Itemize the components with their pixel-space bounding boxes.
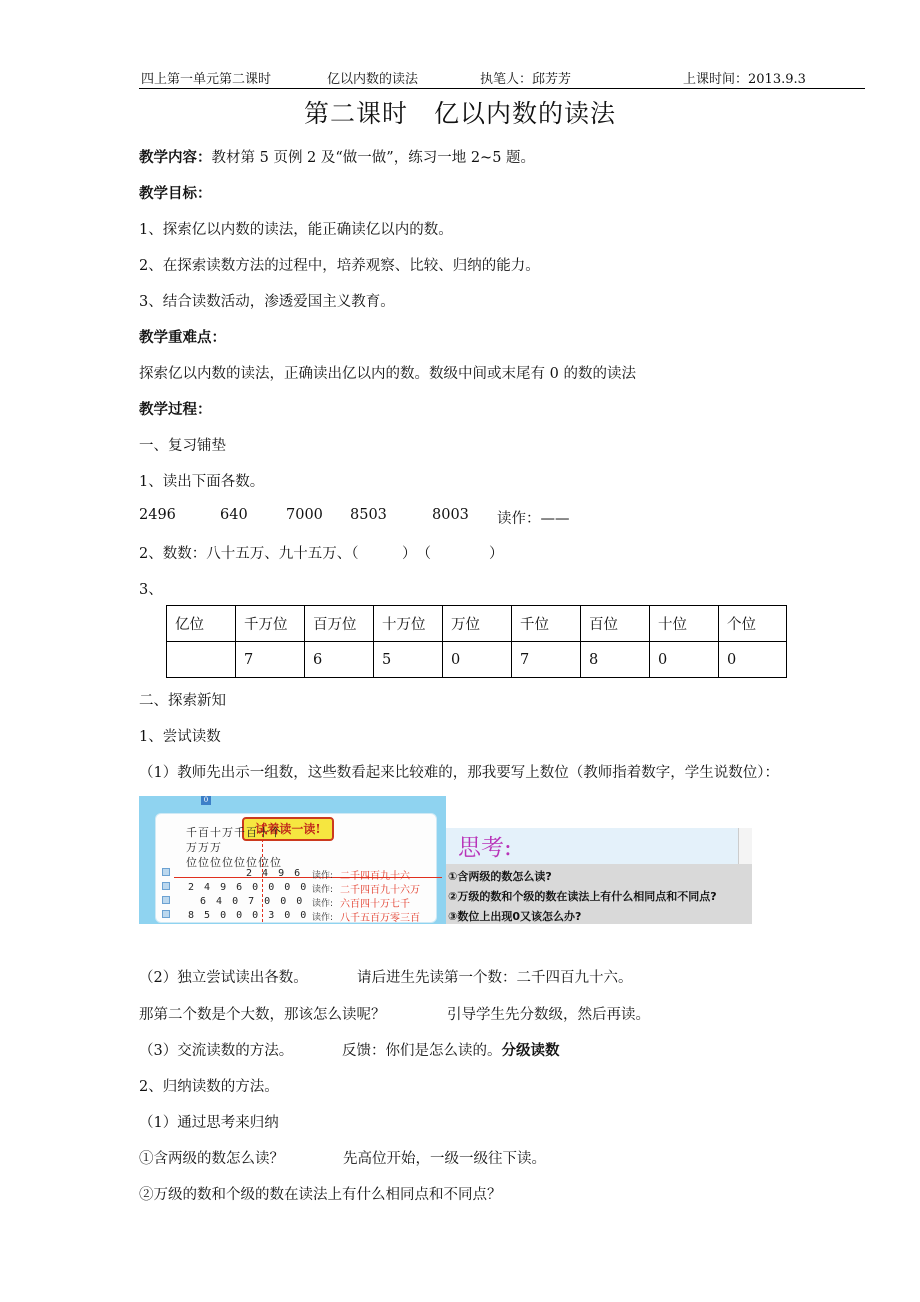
slide-read-label: 读作: <box>312 899 334 909</box>
read-as: 读作：—— <box>497 511 570 527</box>
table-value-row <box>167 642 787 678</box>
explore-step-3b: 反馈：你们是怎么读的。 <box>342 1043 502 1059</box>
slide-board <box>155 813 437 923</box>
explore-step-3 <box>342 1039 560 1060</box>
place-value-table <box>166 605 787 678</box>
table-header-row <box>167 606 787 642</box>
slide-place-row-1: 千百十万千百十个 <box>186 826 282 839</box>
slide-think <box>446 828 752 924</box>
table-value-cell: 0 <box>719 642 787 678</box>
explore-step-2a: （2）独立尝试读出各数。 <box>139 970 308 986</box>
number-8003: 8003 <box>432 507 469 523</box>
header-author: 执笔人：邱芳芳 <box>480 72 572 87</box>
slide-place-row-2: 万万万 <box>186 841 222 854</box>
explore-line-2b: 引导学生先分数级，然后再读。 <box>447 1007 650 1023</box>
section-review: 一、复习铺垫 <box>139 438 226 454</box>
number-8503: 8503 <box>350 507 387 523</box>
table-header-cell: 十万位 <box>374 606 443 642</box>
header-unit: 四上第一单元第二课时 <box>141 72 272 87</box>
number-640: 640 <box>220 507 248 523</box>
slide-think-header <box>446 828 738 864</box>
content-label: 教学内容： <box>139 149 212 166</box>
table-value-cell: 7 <box>512 642 581 678</box>
header-topic: 亿以内数的读法 <box>327 72 419 87</box>
slide-banner: 试着读一读! <box>242 817 334 841</box>
table-header-cell: 十位 <box>650 606 719 642</box>
table-value-cell: 5 <box>374 642 443 678</box>
slide-think-title: 思考: <box>458 835 512 861</box>
explore-step-1: （1）教师先出示一组数，这些数看起来比较难的，那我要写上数位（教师指着数字，学生说数位）： <box>139 765 779 781</box>
question-2: ②万级的数和个级的数在读法上有什么相同点和不同点？ <box>139 1187 502 1203</box>
slide-digits-row: 8 5 0 0 0 3 0 0 <box>188 910 309 921</box>
section-explore: 二、探索新知 <box>139 693 226 709</box>
slide-marker: 0 <box>201 796 211 805</box>
review-item-2: 2、数数：八十五万、九十五万、（ ） （ ） <box>139 546 504 562</box>
header-date: 上课时间：2013.9.3 <box>683 72 806 87</box>
table-header-cell: 个位 <box>719 606 787 642</box>
slide-reading: 二千四百九十六万 <box>340 885 420 896</box>
keypoints-text: 探索亿以内数的读法，正确读出亿以内的数。数级中间或末尾有 0 的数的读法 <box>139 366 636 382</box>
explore-line-2a: 那第二个数是个大数，那该怎么读呢？ <box>139 1007 386 1023</box>
slide-bullet-icon <box>162 896 170 904</box>
page-title: 第二课时 亿以内数的读法 <box>303 99 616 128</box>
slide-reading: 二千四百九十六 <box>340 871 410 882</box>
content-line <box>139 146 535 167</box>
keypoints-label: 教学重难点： <box>139 329 226 346</box>
slide-bullet-icon <box>162 882 170 890</box>
slide-read-label: 读作: <box>312 885 334 895</box>
slide-bullet-icon <box>162 868 170 876</box>
goals-label: 教学目标： <box>139 185 212 202</box>
slide-question-3: ③数位上出现0又该怎么办? <box>448 910 582 923</box>
header-divider <box>139 88 865 89</box>
slide-place-row-3: 位位位位位位位位 <box>186 856 282 869</box>
goal-item-3: 3、结合读数活动，渗透爱国主义教育。 <box>139 294 395 310</box>
explore-sub-1: （1）通过思考来归纳 <box>139 1115 279 1131</box>
table-header-cell: 千万位 <box>236 606 305 642</box>
slide-digits-row: 6 4 0 7 0 0 0 <box>200 896 305 907</box>
table-header-cell: 万位 <box>443 606 512 642</box>
table-header-cell: 千位 <box>512 606 581 642</box>
explore-step-2b: 请后进生先读第一个数：二千四百九十六。 <box>357 970 633 986</box>
goal-item-2: 2、在探索读数方法的过程中，培养观察、比较、归纳的能力。 <box>139 258 540 274</box>
slide-digits-row: 2 4 9 6 <box>246 868 303 879</box>
table-value-cell: 6 <box>305 642 374 678</box>
slide-digits-row: 2 4 9 6 0 0 0 0 <box>188 882 309 893</box>
table-header-cell: 百万位 <box>305 606 374 642</box>
explore-step-3a: （3）交流读数的方法。 <box>139 1043 294 1059</box>
slide-question-2: ②万级的数和个级的数在读法上有什么相同点和不同点? <box>448 890 717 903</box>
table-value-cell: 0 <box>443 642 512 678</box>
explore-item-1: 1、尝试读数 <box>139 729 221 745</box>
question-1: ①含两级的数怎么读？ <box>139 1151 284 1167</box>
explore-item-2: 2、归纳读数的方法。 <box>139 1079 279 1095</box>
number-2496: 2496 <box>139 507 176 523</box>
explore-step-3c: 分级读数 <box>501 1042 560 1059</box>
review-item-3: 3、 <box>139 582 163 598</box>
table-value-cell: 7 <box>236 642 305 678</box>
question-1-answer: 先高位开始，一级一级往下读。 <box>343 1151 546 1167</box>
slide-read-numbers <box>139 796 446 924</box>
slide-think-body <box>446 864 752 924</box>
slide-reading: 八千五百万零三百 <box>340 913 420 924</box>
table-header-cell: 亿位 <box>167 606 236 642</box>
slide-think-edge <box>738 828 752 864</box>
slide-reading: 六百四十万七千 <box>340 899 410 910</box>
slide-read-label: 读作: <box>312 913 334 923</box>
process-label: 教学过程： <box>139 401 212 418</box>
slide-read-label: 读作: <box>312 871 334 881</box>
goal-item-1: 1、探索亿以内数的读法，能正确读亿以内的数。 <box>139 222 453 238</box>
table-value-cell: 8 <box>581 642 650 678</box>
table-value-cell <box>167 642 236 678</box>
content-text: 教材第 5 页例 2 及“做一做”，练习一地 2~5 题。 <box>211 150 536 166</box>
number-7000: 7000 <box>286 507 323 523</box>
slide-question-1: ①含两级的数怎么读? <box>448 870 552 883</box>
table-value-cell: 0 <box>650 642 719 678</box>
table-header-cell: 百位 <box>581 606 650 642</box>
review-item-1: 1、读出下面各数。 <box>139 474 265 490</box>
slide-bullet-icon <box>162 910 170 918</box>
